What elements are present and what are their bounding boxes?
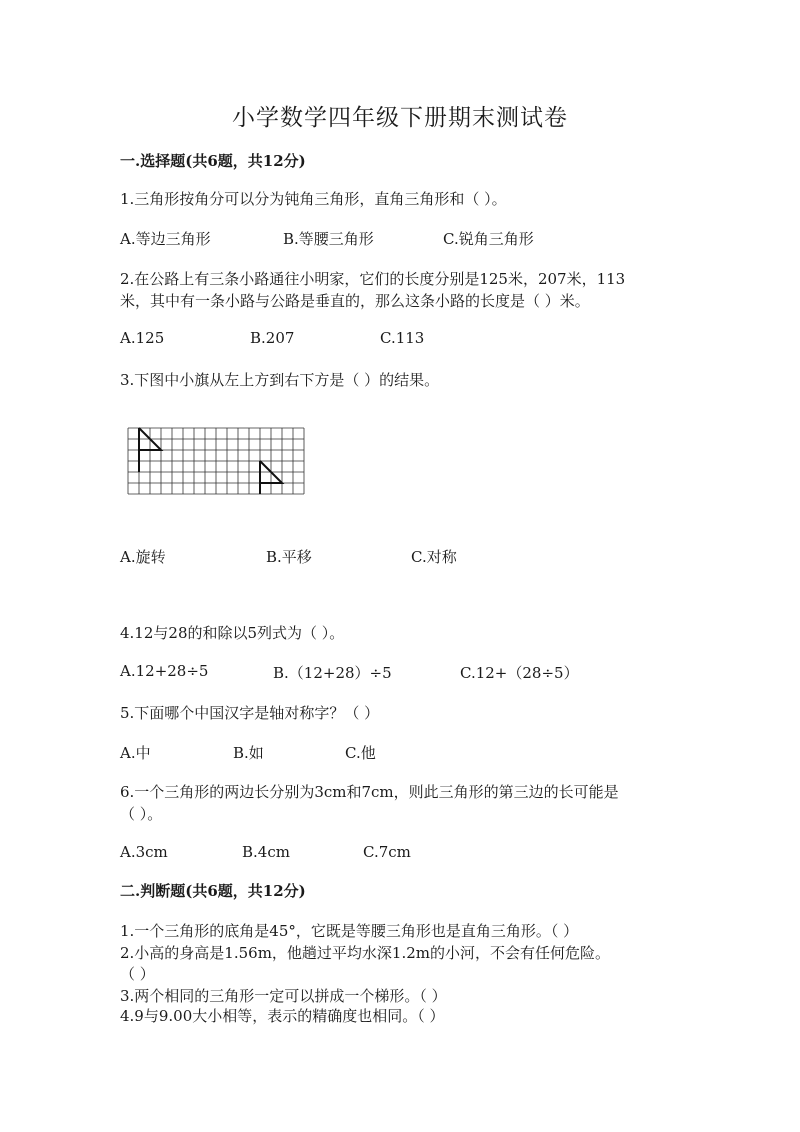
question-6-option-a: A.3cm xyxy=(120,843,168,861)
question-4-option-c: C.12+（28÷5） xyxy=(460,664,579,682)
judgement-2-text-line2: （ ） xyxy=(120,965,155,983)
judgement-4-text: 4.9与9.00大小相等，表示的精确度也相同。（ ） xyxy=(120,1007,445,1025)
question-4-text: 4.12与28的和除以5列式为（ ）。 xyxy=(120,624,345,642)
question-2-text-line1: 2.在公路上有三条小路通往小明家，它们的长度分别是125米，207米，113 xyxy=(120,270,626,288)
question-2-option-b: B.207 xyxy=(250,329,295,347)
question-3-option-b: B.平移 xyxy=(266,548,312,566)
judgement-3-text: 3.两个相同的三角形一定可以拼成一个梯形。（ ） xyxy=(120,987,447,1005)
question-2-text-line2: 米，其中有一条小路与公路是垂直的，那么这条小路的长度是（ ）米。 xyxy=(120,292,590,310)
question-3-text: 3.下图中小旗从左上方到右下方是（ ）的结果。 xyxy=(120,371,440,389)
grid-svg xyxy=(127,427,307,499)
question-5-option-c: C.他 xyxy=(345,744,376,762)
question-4-option-a: A.12+28÷5 xyxy=(120,662,209,680)
question-4-option-b: B.（12+28）÷5 xyxy=(273,664,392,682)
question-6-text-line1: 6.一个三角形的两边长分别为3cm和7cm，则此三角形的第三边的长可能是 xyxy=(120,783,619,801)
question-1-option-c: C.锐角三角形 xyxy=(443,230,534,248)
question-1-option-b: B.等腰三角形 xyxy=(283,230,374,248)
judgement-2-text-line1: 2.小高的身高是1.56m，他趟过平均水深1.2m的小河，不会有任何危险。 xyxy=(120,944,611,962)
question-2-option-c: C.113 xyxy=(380,329,425,347)
question-1-text: 1.三角形按角分可以分为钝角三角形，直角三角形和（ ）。 xyxy=(120,190,507,208)
question-1-option-a: A.等边三角形 xyxy=(120,230,211,248)
grid-lines xyxy=(128,428,304,494)
question-2-option-a: A.125 xyxy=(120,329,165,347)
question-5-option-a: A.中 xyxy=(120,744,151,762)
section-heading-choice: 一.选择题(共6题，共12分) xyxy=(120,152,306,170)
question-6-text-line2: （ ）。 xyxy=(120,805,163,823)
question-5-option-b: B.如 xyxy=(233,744,264,762)
page-title: 小学数学四年级下册期末测试卷 xyxy=(232,105,568,131)
question-3-option-a: A.旋转 xyxy=(120,548,166,566)
judgement-1-text: 1.一个三角形的底角是45°，它既是等腰三角形也是直角三角形。（ ） xyxy=(120,922,579,940)
question-6-option-c: C.7cm xyxy=(363,843,411,861)
flag-grid-figure xyxy=(127,427,307,503)
question-6-option-b: B.4cm xyxy=(242,843,290,861)
question-3-option-c: C.对称 xyxy=(411,548,457,566)
question-5-text: 5.下面哪个中国汉字是轴对称字？（ ） xyxy=(120,704,380,722)
section-heading-judgement: 二.判断题(共6题，共12分) xyxy=(120,882,306,900)
